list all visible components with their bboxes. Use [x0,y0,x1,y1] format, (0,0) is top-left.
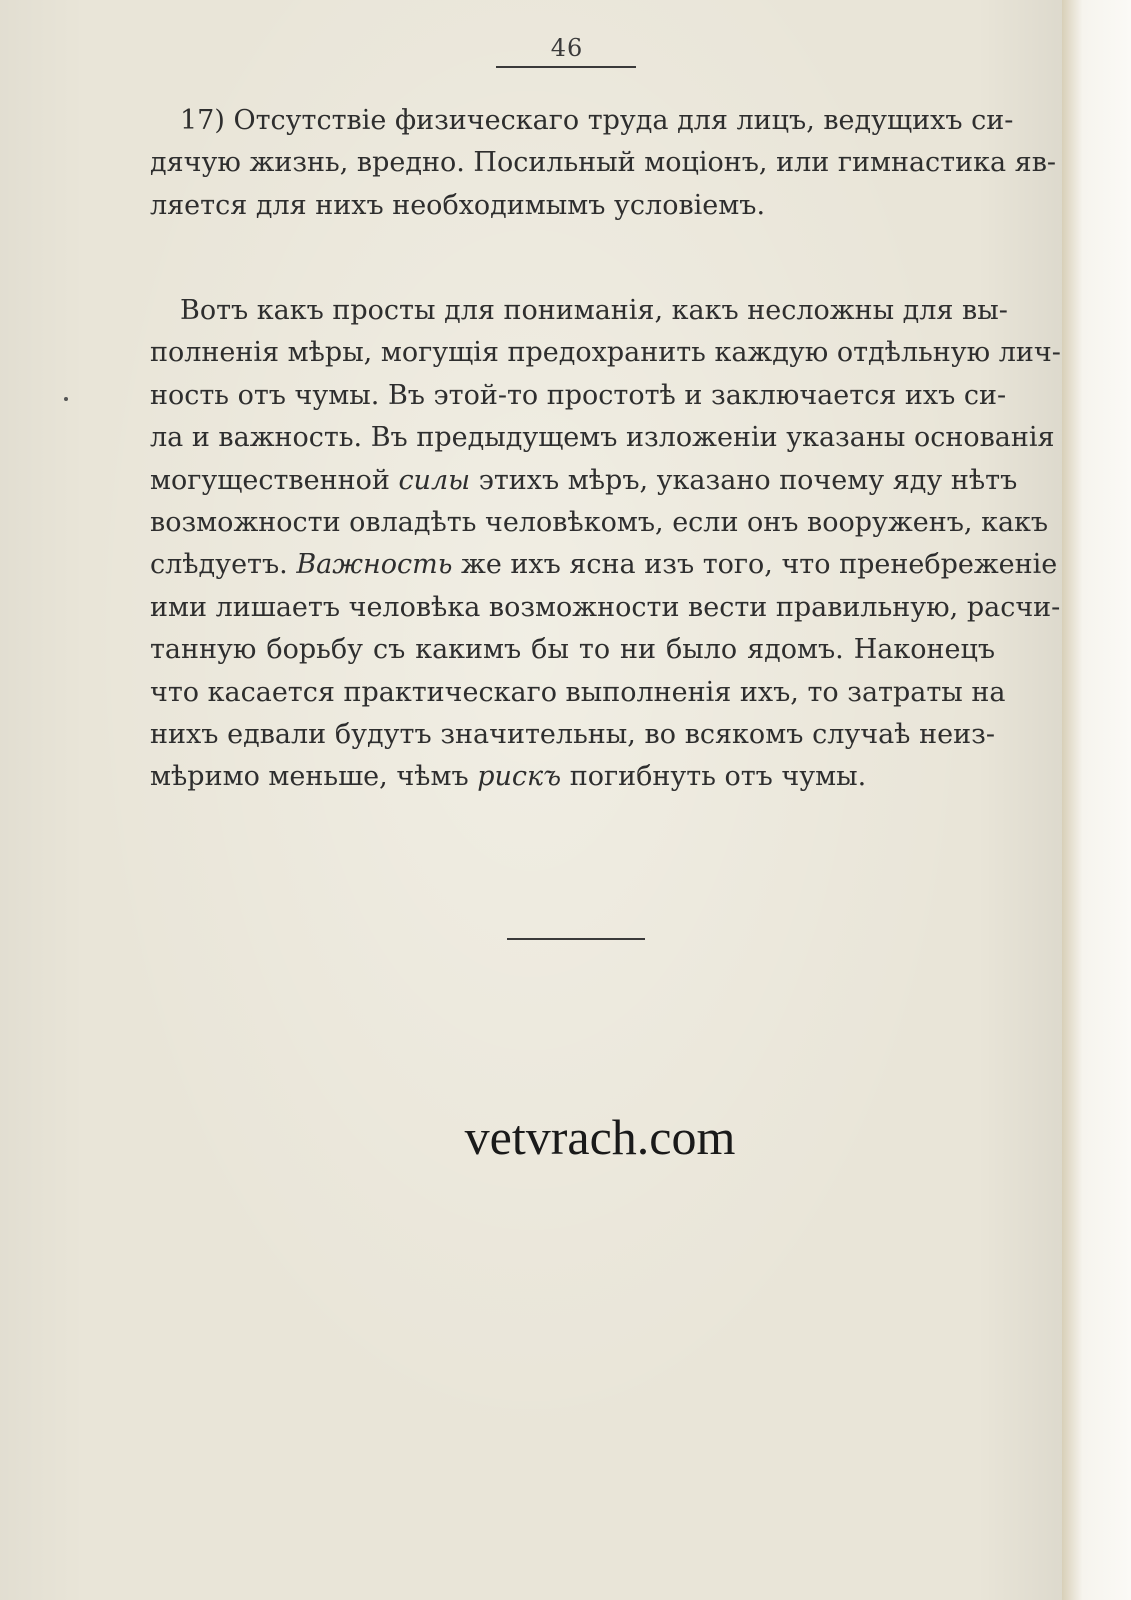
page-number: 46 [550,34,584,62]
ink-speck [64,397,68,401]
text-run: же ихъ ясна изъ того, что пренебреженіе [452,549,1058,581]
text-line: Вотъ какъ просты для пониманія, какъ несложны для вы- [180,295,1008,326]
header-rule [496,66,636,68]
text-line: возможности овладѣть человѣкомъ, если онъ вооруженъ, какъ [150,507,1049,539]
text-run: слѣдуетъ. [150,549,297,581]
text-line: дячую жизнь, вредно. Посильный моціонъ, или гимнастика яв- [150,147,1057,179]
text-line: полненія мѣры, могущія предохранить каждую отдѣльную лич- [150,337,1061,369]
section-rule [507,938,645,940]
text-line: что касается практическаго выполненія ихъ, то затраты на [150,676,1006,708]
italic-word: рискъ [477,761,562,793]
italic-word: Важность [296,549,453,581]
site-watermark: vetvrach.com [464,1109,736,1165]
text-line [150,756,995,798]
text-line [150,544,1058,586]
text-line: ла и важность. Въ предыдущемъ изложеніи указаны основанія [150,422,1055,454]
paragraph-conclusion [150,290,1061,799]
text-line [150,460,1018,502]
page-edge [1062,0,1131,1600]
text-run: погибнуть отъ чумы. [561,761,867,793]
text-line: 17) Отсутствіе физическаго труда для лицъ, ведущихъ си- [180,105,1014,136]
text-line: нихъ едвали будутъ значительны, во всякомъ случаѣ неиз- [150,719,995,751]
text-line: ность отъ чумы. Въ этой-то простотѣ и заключается ихъ си- [150,379,1007,411]
text-line: танную борьбу съ какимъ бы то ни было ядомъ. Наконецъ [150,634,995,666]
text-run: мѣримо меньше, чѣмъ [150,761,478,793]
italic-word: силы [398,464,471,496]
paragraph-17 [150,100,1057,227]
text-line: ими лишаетъ человѣка возможности вести правильную, расчи- [150,591,1061,623]
text-line: ляется для нихъ необходимымъ условіемъ. [150,189,766,221]
text-run: этихъ мѣръ, указано почему яду нѣтъ [470,464,1018,496]
text-run: могущественной [150,464,399,496]
